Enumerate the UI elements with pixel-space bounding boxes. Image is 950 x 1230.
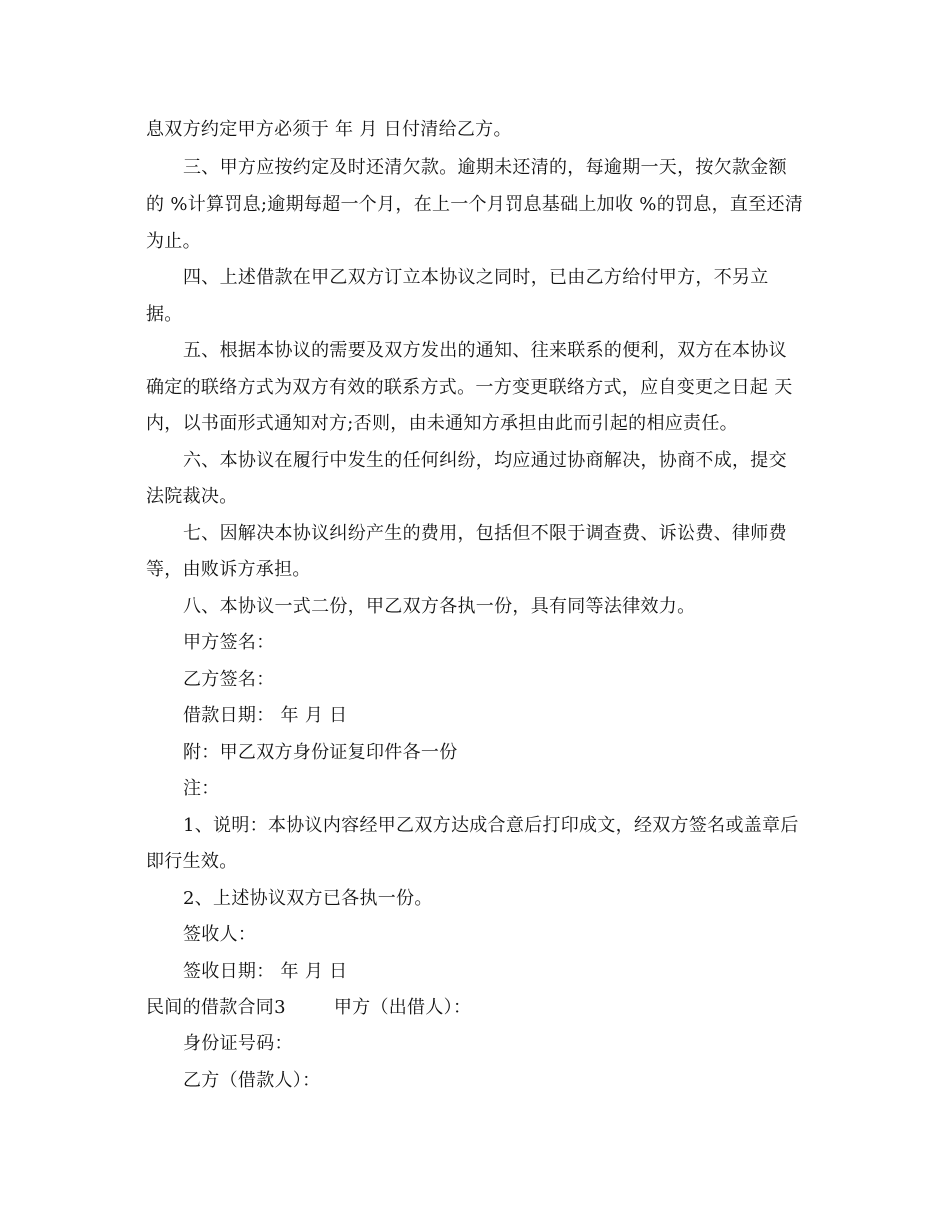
clause-8-line: 八、本协议一式二份，甲乙双方各执一份，具有同等法律效力。 bbox=[183, 596, 696, 617]
paragraph-line: 据。 bbox=[146, 304, 183, 325]
note-item-1: 1、说明：本协议内容经甲乙双方达成合意后打印成文，经双方签名或盖章后 bbox=[183, 815, 799, 836]
paragraph-line: 即行生效。 bbox=[146, 851, 238, 872]
contract-3-party-b: 乙方（借款人）： bbox=[183, 1070, 321, 1091]
clause-5-line: 五、根据本协议的需要及双方发出的通知、往来联系的便利，双方在本协议 bbox=[183, 340, 787, 361]
contract-3-id-number: 身份证号码： bbox=[183, 1033, 293, 1054]
paragraph-line: 确定的联络方式为双方有效的联系方式。一方变更联络方式，应自变更之日起 天 bbox=[146, 377, 793, 398]
clause-6-line: 六、本协议在履行中发生的任何纠纷，均应通过协商解决，协商不成，提交 bbox=[183, 450, 787, 471]
paragraph-line: 为止。 bbox=[146, 231, 201, 252]
party-a-signature: 甲方签名： bbox=[183, 632, 275, 653]
paragraph-line: 法院裁决。 bbox=[146, 486, 238, 507]
contract-3-party-a: 甲方（出借人）： bbox=[333, 997, 472, 1018]
clause-3-line: 三、甲方应按约定及时还清欠款。逾期未还清的，每逾期一天，按欠款金额 bbox=[183, 157, 787, 178]
contract-3-header bbox=[146, 997, 471, 1019]
paragraph-line: 的 %计算罚息;逾期每超一个月，在上一个月罚息基础上加收 %的罚息，直至还清 bbox=[146, 194, 804, 215]
receiver-signature: 签收人： bbox=[183, 924, 257, 945]
clause-7-line: 七、因解决本协议纠纷产生的费用，包括但不限于调查费、诉讼费、律师费 bbox=[183, 523, 787, 544]
clause-4-line: 四、上述借款在甲乙双方订立本协议之同时，已由乙方给付甲方，不另立 bbox=[183, 267, 769, 288]
contract-3-title: 民间的借款合同3 bbox=[146, 997, 286, 1018]
loan-date: 借款日期： 年 月 日 bbox=[183, 705, 348, 726]
paragraph-line: 息双方约定甲方必须于 年 月 日付清给乙方。 bbox=[146, 119, 512, 140]
attachment-note: 附：甲乙双方身份证复印件各一份 bbox=[183, 742, 458, 763]
note-item-2: 2、上述协议双方已各执一份。 bbox=[183, 888, 433, 909]
paragraph-line: 等，由败诉方承担。 bbox=[146, 559, 311, 580]
note-heading: 注： bbox=[183, 778, 220, 799]
receipt-date: 签收日期： 年 月 日 bbox=[183, 961, 348, 982]
paragraph-line: 内，以书面形式通知对方;否则，由未通知方承担由此而引起的相应责任。 bbox=[146, 413, 738, 434]
party-b-signature: 乙方签名： bbox=[183, 669, 275, 690]
